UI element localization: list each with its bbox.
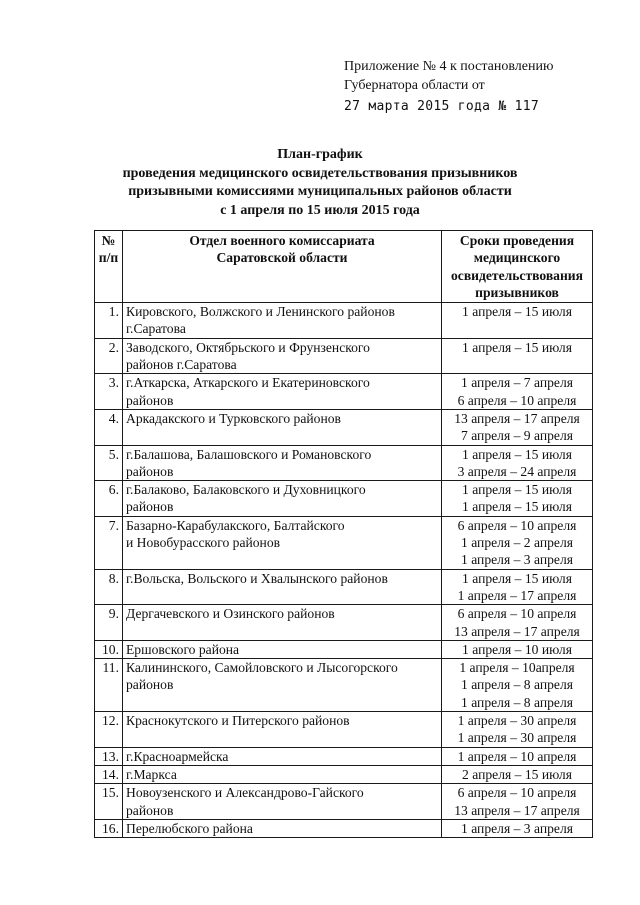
row-number: 14. (95, 765, 123, 783)
table-row (95, 605, 593, 641)
date-range: 6 апреля – 10 апреля (457, 785, 577, 801)
date-range: 1 апреля – 3 апреля (461, 820, 573, 836)
appendix-line-2: Губернатора области от (344, 77, 485, 93)
appendix-note (344, 58, 553, 117)
row-number: 1. (95, 303, 123, 339)
header-num-line: № (101, 233, 116, 248)
row-dates (442, 819, 593, 837)
header-num-line: п/п (98, 250, 119, 266)
header-dates-line: призывников (475, 284, 559, 300)
department-line: Базарно-Карабулакского, Балтайского (126, 517, 345, 533)
table-row (95, 374, 593, 410)
department-line: Краснокутского и Питерского районов (126, 713, 350, 729)
row-dates (442, 765, 593, 783)
date-range: 1 апреля – 30 апреля (457, 713, 577, 729)
row-department (123, 747, 442, 765)
table-row (95, 409, 593, 445)
row-dates (442, 303, 593, 339)
title-line-2: проведения медицинского освидетельствования призывников (122, 165, 518, 181)
row-number: 11. (95, 659, 123, 712)
table-row (95, 747, 593, 765)
table-row (95, 303, 593, 339)
row-department (123, 409, 442, 445)
date-range: 6 апреля – 10 апреля (457, 517, 577, 533)
department-line: г.Балаково, Балаковского и Духовницкого (126, 482, 366, 498)
department-line: районов г.Саратова (126, 357, 237, 373)
table-row (95, 819, 593, 837)
row-dates (442, 569, 593, 605)
date-range: 1 апреля – 15 июля (462, 446, 572, 462)
date-range: 1 апреля – 7 апреля (461, 375, 573, 391)
table-row (95, 569, 593, 605)
date-range: 6 апреля – 10 апреля (457, 606, 577, 622)
row-department (123, 640, 442, 658)
row-number: 13. (95, 747, 123, 765)
table-row (95, 640, 593, 658)
row-dates (442, 659, 593, 712)
header-dates-line: освидетельствования (450, 267, 583, 283)
date-range: 1 апреля – 15 июля (462, 304, 572, 320)
department-line: Кировского, Волжского и Ленинского районов (126, 304, 395, 320)
header-department (123, 231, 442, 303)
schedule-table (94, 230, 593, 838)
row-dates (442, 747, 593, 765)
date-range: 1 апреля – 8 апреля (461, 677, 573, 693)
row-dates (442, 640, 593, 658)
department-line: г.Вольска, Вольского и Хвалынского районов (126, 570, 388, 586)
title-line-4: с 1 апреля по 15 июля 2015 года (220, 202, 420, 218)
row-number: 4. (95, 409, 123, 445)
row-department (123, 374, 442, 410)
date-range: 1 апреля – 10 июля (462, 641, 572, 657)
department-line: районов (126, 392, 174, 408)
row-department (123, 605, 442, 641)
row-dates (442, 712, 593, 748)
row-number: 16. (95, 819, 123, 837)
header-dates (442, 231, 593, 303)
date-range: 13 апреля – 17 апреля (454, 802, 580, 818)
department-line: районов (126, 802, 174, 818)
row-number: 6. (95, 481, 123, 517)
header-dates-line: Сроки проведения (459, 233, 575, 248)
department-line: г.Маркса (126, 766, 177, 782)
department-line: Дергачевского и Озинского районов (126, 606, 335, 622)
document-title (0, 146, 640, 220)
row-dates (442, 481, 593, 517)
row-dates (442, 338, 593, 374)
date-range: 1 апреля – 3 апреля (461, 552, 573, 568)
department-line: Заводского, Октябрьского и Фрунзенского (126, 339, 370, 355)
date-range: 13 апреля – 17 апреля (454, 623, 580, 639)
row-department (123, 516, 442, 569)
date-range: 1 апреля – 17 апреля (457, 587, 577, 603)
date-range: 1 апреля – 15 июля (462, 570, 572, 586)
date-range: 3 апреля – 24 апреля (457, 463, 577, 479)
department-line: г.Красноармейска (126, 748, 229, 764)
department-line: районов (126, 499, 174, 515)
date-range: 6 апреля – 10 апреля (457, 392, 577, 408)
row-department (123, 338, 442, 374)
table-row (95, 712, 593, 748)
table-row (95, 784, 593, 820)
date-range: 1 апреля – 2 апреля (461, 535, 573, 551)
date-range: 1 апреля – 15 июля (462, 482, 572, 498)
department-line: Калининского, Самойловского и Лысогорского (126, 660, 398, 676)
department-line: Ершовского района (126, 641, 240, 657)
row-dates (442, 445, 593, 481)
row-department (123, 303, 442, 339)
row-number: 15. (95, 784, 123, 820)
table-row (95, 659, 593, 712)
row-department (123, 784, 442, 820)
row-department (123, 712, 442, 748)
row-dates (442, 516, 593, 569)
table-row (95, 445, 593, 481)
row-department (123, 765, 442, 783)
header-num (95, 231, 123, 303)
row-number: 2. (95, 338, 123, 374)
title-line-3: призывными комиссиями муниципальных районов области (128, 184, 512, 199)
date-range: 1 апреля – 8 апреля (461, 694, 573, 710)
department-line: и Новобурасского районов (126, 535, 281, 551)
department-line: районов (126, 463, 174, 479)
row-number: 10. (95, 640, 123, 658)
department-line: Новоузенского и Александрово-Гайского (126, 785, 364, 801)
header-dates-line: медицинского (473, 250, 561, 266)
row-dates (442, 409, 593, 445)
row-number: 9. (95, 605, 123, 641)
table-row (95, 765, 593, 783)
row-number: 12. (95, 712, 123, 748)
row-dates (442, 605, 593, 641)
date-range: 1 апреля – 30 апреля (457, 730, 577, 746)
header-department-line: Отдел военного комиссариата (189, 233, 375, 248)
date-range: 1 апреля – 10 апреля (457, 748, 577, 764)
department-line: Аркадакского и Турковского районов (126, 410, 341, 426)
row-number: 5. (95, 445, 123, 481)
row-number: 8. (95, 569, 123, 605)
row-department (123, 481, 442, 517)
row-department (123, 659, 442, 712)
date-range: 7 апреля – 9 апреля (461, 428, 573, 444)
department-line: районов (126, 677, 174, 693)
date-range: 2 апреля – 15 июля (462, 766, 572, 782)
department-line: г.Саратова (126, 321, 186, 337)
row-number: 3. (95, 374, 123, 410)
row-dates (442, 784, 593, 820)
date-range: 1 апреля – 10апреля (459, 660, 575, 676)
row-dates (442, 374, 593, 410)
table-row (95, 516, 593, 569)
appendix-line-1: Приложение № 4 к постановлению (344, 59, 554, 74)
department-line: Перелюбского района (126, 820, 253, 836)
department-line: г.Аткарска, Аткарского и Екатериновского (126, 375, 370, 391)
table-header-row (95, 231, 593, 303)
table-body (95, 303, 593, 838)
row-department (123, 819, 442, 837)
department-line: г.Балашова, Балашовского и Романовского (126, 446, 372, 462)
row-department (123, 569, 442, 605)
title-line-1: План-график (277, 147, 363, 162)
table-row (95, 481, 593, 517)
header-department-line: Саратовской области (216, 250, 348, 266)
date-range: 13 апреля – 17 апреля (454, 410, 580, 426)
row-number: 7. (95, 516, 123, 569)
row-department (123, 445, 442, 481)
appendix-decree-date: 27 марта 2015 года № 117 (344, 99, 540, 114)
date-range: 1 апреля – 15 июля (462, 339, 572, 355)
table-row (95, 338, 593, 374)
date-range: 1 апреля – 15 июля (462, 499, 572, 515)
